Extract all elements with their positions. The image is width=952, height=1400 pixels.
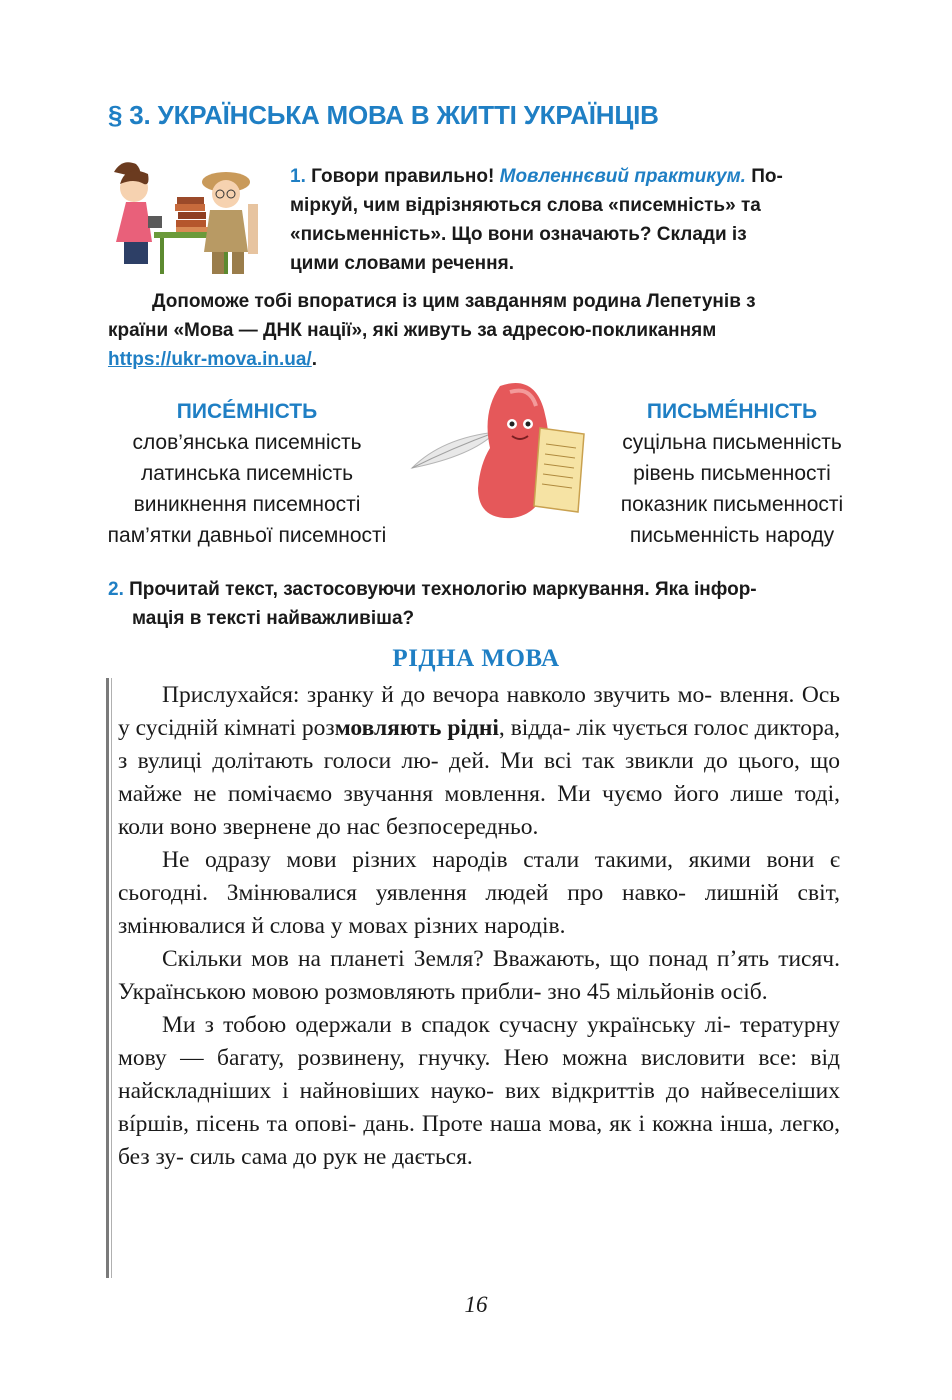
children-reading-illustration bbox=[104, 154, 268, 278]
task-2-text: Прочитай текст, застосовуючи технологію маркування. Яка інфор- bbox=[129, 579, 757, 600]
column-item: письменність народу bbox=[629, 524, 835, 547]
task-1-text: «письменність». Що вони означають? Склади із bbox=[290, 224, 747, 245]
bold-phrase: мовляють рідні bbox=[334, 715, 499, 741]
reading-text bbox=[118, 679, 840, 1174]
page-number: 16 bbox=[464, 1292, 488, 1317]
text-line: влення. Ось у сусідній кімнаті роз bbox=[118, 682, 840, 741]
text-line: тературну мову — багату, розвинену, гнучку. Нею можна bbox=[118, 1012, 840, 1071]
help-line: Допоможе тобі впоратися із цим завданням родина Лепетунів з bbox=[152, 291, 756, 312]
text-line: Ми з тобою одержали в спадок сучасну українську лі- bbox=[162, 1012, 731, 1038]
reading-title: РІДНА МОВА bbox=[392, 645, 560, 672]
task-1-practicum: Мовленнєвий практикум. bbox=[499, 166, 746, 187]
task-1-text: міркуй, чим відрізняються слова «писемність» та bbox=[290, 195, 761, 216]
paragraph bbox=[118, 844, 840, 943]
column-item: рівень письменності bbox=[633, 462, 831, 485]
column-item: суцільна письменність bbox=[622, 431, 842, 454]
help-paragraph bbox=[108, 287, 868, 374]
column-title: ПИСÉМНІСТЬ bbox=[176, 400, 318, 423]
text-line: вони є сьогодні. Змінювалися уявлення людей про навко- bbox=[118, 847, 840, 906]
text-line: лік чується голос диктора, з вулиці долітають голоси лю- bbox=[118, 715, 841, 774]
column-pysmennist bbox=[602, 396, 862, 551]
task-2-number: 2. bbox=[108, 579, 124, 600]
text-margin-bar bbox=[106, 678, 112, 1278]
column-item: слов’янська писемність bbox=[132, 431, 362, 454]
task-2-text: мація в тексті найважливіша? bbox=[132, 608, 415, 629]
section-heading: § 3. УКРАЇНСЬКА МОВА В ЖИТТІ УКРАЇНЦІВ bbox=[108, 100, 659, 130]
text-line: п’ять тисяч. Українською мовою розмовляють прибли- bbox=[118, 946, 840, 1005]
column-item: показник письменності bbox=[620, 493, 844, 516]
text-line: зно 45 мільйонів осіб. bbox=[547, 979, 768, 1005]
text-line: Прислухайся: зранку й до вечора навколо звучить мо- bbox=[162, 682, 713, 708]
website-link[interactable]: https://ukr-mova.in.ua/ bbox=[108, 349, 312, 370]
text-line: Не одразу мови різних народів стали такими, якими bbox=[162, 847, 751, 873]
text-line: вих відкриттів до найвеселіших вíршів, пісень та опові- bbox=[118, 1078, 840, 1137]
column-item: пам’ятки давньої писемності bbox=[107, 524, 387, 547]
task-1-number: 1. bbox=[290, 166, 306, 187]
paragraph bbox=[118, 1009, 840, 1174]
column-title: ПИСЬМÉННІСТЬ bbox=[646, 400, 818, 423]
help-line: країни «Мова — ДНК нації», які живуть за адресою-покликанням bbox=[108, 320, 717, 341]
text-line: дань. Проте наша мова, як і кожна інша, легко, без зу- bbox=[118, 1111, 841, 1170]
text-line: звернене до нас безпосередньо. bbox=[222, 814, 539, 840]
text-line: силь сама до рук не дається. bbox=[189, 1144, 473, 1170]
text-line: Скільки мов на планеті Земля? Вважають, що понад bbox=[162, 946, 708, 972]
text-line: звучання мовлення. Ми чуємо його лише тоді, коли воно bbox=[118, 781, 840, 840]
text-line: дей. Ми всі так звикли до цього, що майже не помічаємо bbox=[118, 748, 841, 807]
help-period: . bbox=[311, 349, 318, 370]
column-pysemnist bbox=[86, 396, 408, 551]
task-1-text: цими словами речення. bbox=[290, 253, 514, 274]
paragraph bbox=[118, 679, 840, 844]
task-1-text: По- bbox=[751, 166, 783, 187]
column-item: латинська писемність bbox=[140, 462, 354, 485]
text-line: висловити все: від найскладніших і найновіших науко- bbox=[118, 1045, 840, 1104]
task-2 bbox=[108, 575, 878, 633]
text-line: лишній світ, змінювалися й слова у мовах різних народів. bbox=[118, 880, 840, 939]
paragraph bbox=[118, 943, 840, 1009]
tongue-mascot-illustration bbox=[408, 372, 604, 522]
task-1 bbox=[290, 162, 860, 278]
task-1-lead: Говори правильно! bbox=[311, 166, 495, 187]
text-line: , відда- bbox=[498, 715, 571, 741]
column-item: виникнення писемності bbox=[133, 493, 361, 516]
